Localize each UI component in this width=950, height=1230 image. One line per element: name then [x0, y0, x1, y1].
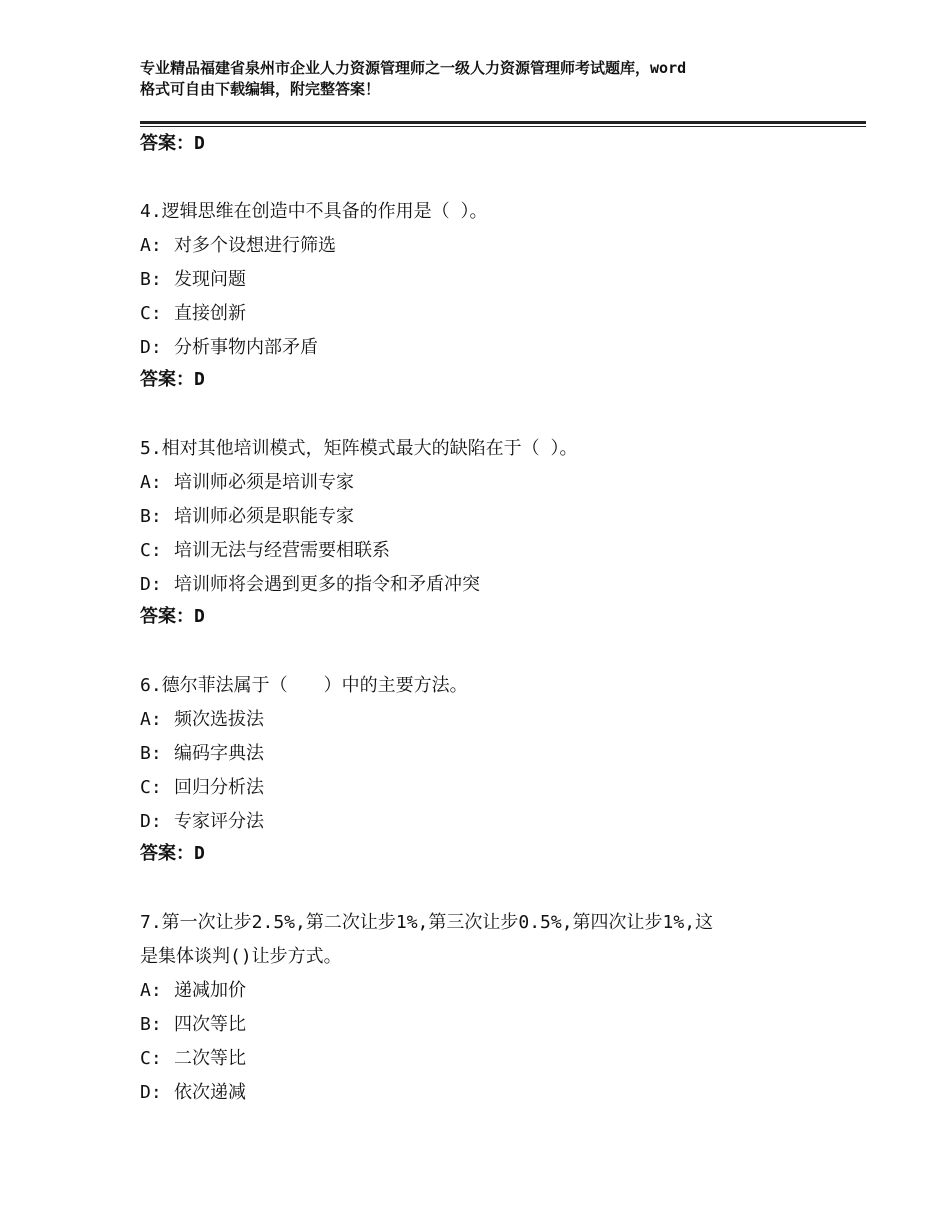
- header-rule-thick: [140, 121, 866, 124]
- option-c: [140, 771, 840, 805]
- option-letter: D:: [140, 337, 162, 358]
- option-letter: B:: [140, 506, 162, 527]
- option-text: 二次等比: [174, 1048, 246, 1069]
- option-text: 培训无法与经营需要相联系: [174, 540, 390, 561]
- option-d: [140, 805, 840, 839]
- option-letter: C:: [140, 1048, 162, 1069]
- option-b: [140, 737, 840, 771]
- question-title: 5.相对其他培训模式，矩阵模式最大的缺陷在于（ ）。: [140, 438, 578, 459]
- answer: 答案：D: [140, 369, 205, 390]
- option-letter: D:: [140, 1082, 162, 1103]
- option-a: [140, 703, 840, 737]
- option-a: [140, 974, 840, 1008]
- option-b: [140, 1008, 840, 1042]
- option-a: [140, 229, 840, 263]
- option-text: 频次选拔法: [174, 709, 264, 730]
- option-text: 回归分析法: [174, 777, 264, 798]
- option-letter: C:: [140, 540, 162, 561]
- question-5: [140, 432, 840, 632]
- option-b: [140, 263, 840, 297]
- option-letter: A:: [140, 235, 162, 256]
- option-text: 直接创新: [174, 303, 246, 324]
- question-title: 4.逻辑思维在创造中不具备的作用是（ ）。: [140, 201, 488, 222]
- option-letter: B:: [140, 743, 162, 764]
- question-4: [140, 195, 840, 395]
- question-7: [140, 906, 840, 1110]
- option-letter: A:: [140, 980, 162, 1001]
- option-d: [140, 1076, 840, 1110]
- option-text: 对多个设想进行筛选: [174, 235, 336, 256]
- header-line-1: 专业精品福建省泉州市企业人力资源管理师之一级人力资源管理师考试题库，word: [140, 59, 687, 77]
- option-text: 依次递减: [174, 1082, 246, 1103]
- question-6: [140, 669, 840, 869]
- header-line-2: 格式可自由下载编辑，附完整答案！: [140, 80, 381, 98]
- option-letter: C:: [140, 303, 162, 324]
- page-header: [140, 58, 840, 100]
- option-text: 专家评分法: [174, 811, 264, 832]
- option-letter: C:: [140, 777, 162, 798]
- option-letter: B:: [140, 1014, 162, 1035]
- option-letter: A:: [140, 709, 162, 730]
- option-letter: D:: [140, 811, 162, 832]
- question-title-line-1: 7.第一次让步2.5%,第二次让步1%,第三次让步0.5%,第四次让步1%,这: [140, 912, 714, 933]
- option-text: 分析事物内部矛盾: [174, 337, 318, 358]
- option-d: [140, 331, 840, 365]
- option-text: 四次等比: [174, 1014, 246, 1035]
- option-text: 培训师必须是培训专家: [174, 472, 354, 493]
- option-c: [140, 534, 840, 568]
- header-rule-thin: [140, 126, 866, 127]
- option-text: 编码字典法: [174, 743, 264, 764]
- option-text: 递减加价: [174, 980, 246, 1001]
- answer: 答案：D: [140, 606, 205, 627]
- option-text: 培训师将会遇到更多的指令和矛盾冲突: [174, 574, 480, 595]
- question-content: [140, 128, 840, 1110]
- option-letter: A:: [140, 472, 162, 493]
- option-letter: B:: [140, 269, 162, 290]
- answer: 答案：D: [140, 843, 205, 864]
- option-letter: D:: [140, 574, 162, 595]
- option-text: 发现问题: [174, 269, 246, 290]
- option-a: [140, 466, 840, 500]
- option-c: [140, 1042, 840, 1076]
- option-c: [140, 297, 840, 331]
- question-title: 6.德尔菲法属于（ ）中的主要方法。: [140, 675, 468, 696]
- question-title-line-2: 是集体谈判()让步方式。: [140, 946, 342, 967]
- option-text: 培训师必须是职能专家: [174, 506, 354, 527]
- option-b: [140, 500, 840, 534]
- previous-answer: 答案：D: [140, 133, 205, 154]
- option-d: [140, 568, 840, 602]
